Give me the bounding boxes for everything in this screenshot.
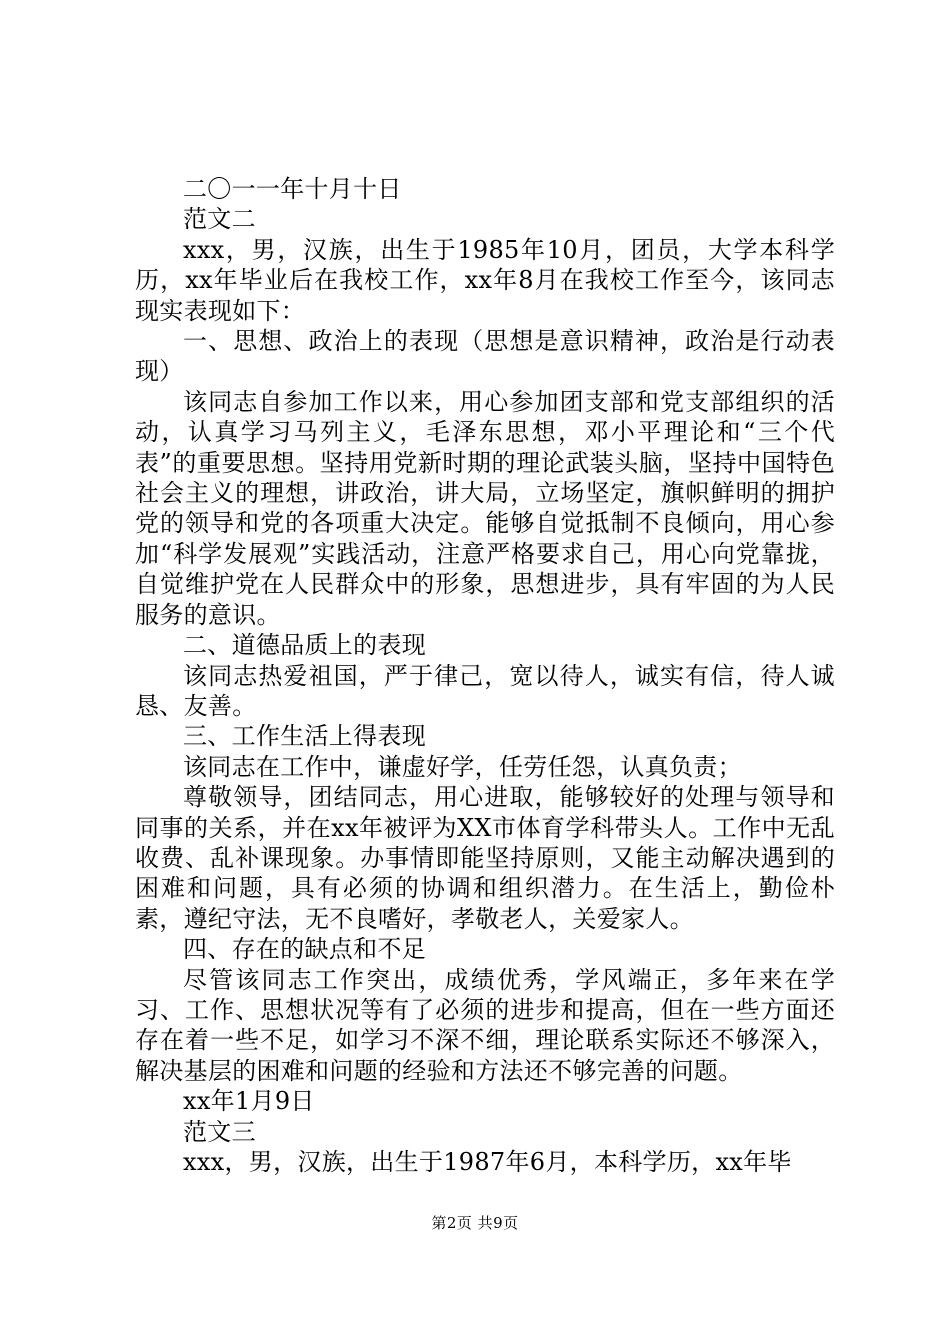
document-body: [135, 174, 835, 1177]
paragraph-shortcomings: 尽管该同志工作突出，成绩优秀，学风端正，多年来在学习、工作、思想状况等有了必须的进步和提高，但在一些方面还存在着一些不足，如学习不深不细，理论联系实际还不够深入，解决基层的困难和问题的经验和方法还不够完善的问题。: [135, 965, 835, 1085]
paragraph-fanwen-3-intro: xxx，男，汉族，出生于1987年6月，本科学历，xx年毕: [183, 1148, 792, 1176]
heading-moral: 二、道德品质上的表现: [183, 631, 426, 660]
paragraph-intro: xxx，男，汉族，出生于1985年10月，团员，大学本科学历，xx年毕业后在我校工作，xx年8月在我校工作至今，该同志现实表现如下：: [135, 235, 835, 325]
page-number-footer: 第2页 共9页: [431, 1214, 519, 1232]
section-title-fanwen-3: 范文三: [183, 1117, 256, 1146]
paragraph-moral: 该同志热爱祖国，严于律己，宽以待人，诚实有信，待人诚恳、友善。: [135, 661, 835, 720]
paragraph-political: 该同志自参加工作以来，用心参加团支部和党支部组织的活动，认真学习马列主义，毛泽东思想，邓小平理论和“三个代表”的重要思想。坚持用党新时期的理论武装头脑，坚持中国特色社会主义的理想，讲政治，讲大局，立场坚定，旗帜鲜明的拥护党的领导和党的各项重大决定。能够自觉抵制不良倾向，用心参加“科学发展观”实践活动，注意严格要求自己，用心向党靠拢，自觉维护党在人民群众中的形象，思想进步，具有牢固的为人民服务的意识。: [135, 387, 835, 629]
heading-shortcomings: 四、存在的缺点和不足: [183, 935, 426, 964]
paragraph-work-2: 尊敬领导，团结同志，用心进取，能够较好的处理与领导和同事的关系，并在xx年被评为XX市体育学科带头人。工作中无乱收费、乱补课现象。办事情即能坚持原则，又能主动解决遇到的困难和问题，具有必须的协调和组织潜力。在生活上，勤俭朴素，遵纪守法，无不良嗜好，孝敬老人，关爱家人。: [135, 783, 835, 933]
section-title-fanwen-2: 范文二: [183, 205, 256, 234]
paragraph-work-1: 该同志在工作中，谦虚好学，任劳任怨，认真负责；: [183, 752, 742, 781]
heading-political: 一、思想、政治上的表现（思想是意识精神，政治是行动表现）: [135, 327, 835, 386]
date-line-2: xx年1月9日: [183, 1087, 315, 1116]
heading-work-life: 三、工作生活上得表现: [183, 722, 426, 751]
date-line: 二〇一一年十月十日: [183, 175, 402, 203]
